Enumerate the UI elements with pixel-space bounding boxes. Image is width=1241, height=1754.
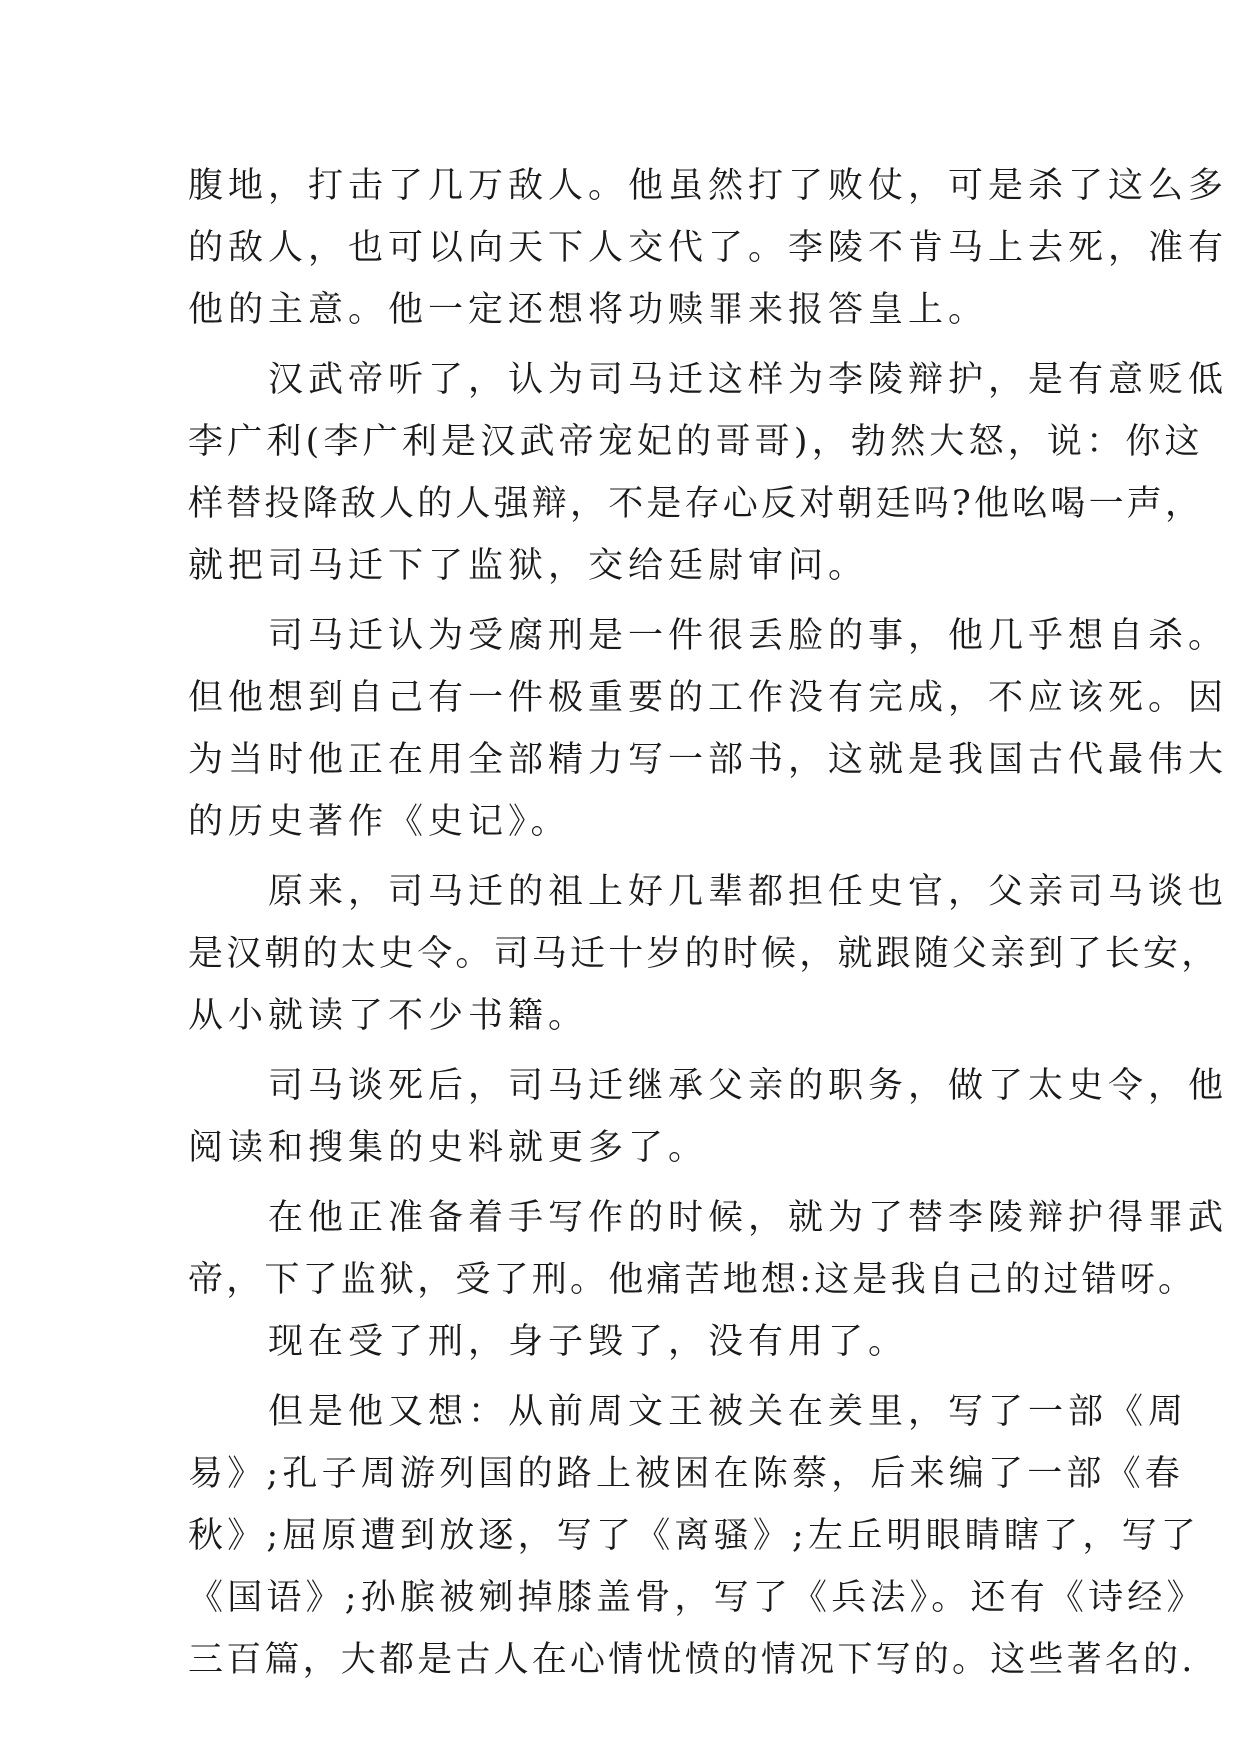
text-line: 《国语》;孙膑被剜掉膝盖骨，写了《兵法》。还有《诗经》 (188, 1578, 1206, 1618)
text-line: 为当时他正在用全部精力写一部书，这就是我国古代最伟大 (188, 740, 1229, 780)
text-line: 帝，下了监狱，受了刑。他痛苦地想:这是我自己的过错呀。 (188, 1260, 1197, 1300)
text-line: 的历史著作《史记》。 (188, 802, 571, 842)
text-line: 秋》;屈原遭到放逐，写了《离骚》;左丘明眼睛瞎了，写了 (188, 1516, 1200, 1556)
text-line: 易》;孔子周游列国的路上被困在陈蔡，后来编了一部《春 (188, 1454, 1184, 1494)
text-line: 在他正准备着手写作的时候，就为了替李陵辩护得罪武 (188, 1198, 1229, 1238)
text-line: 阅读和搜集的史料就更多了。 (188, 1128, 709, 1168)
text-line: 司马谈死后，司马迁继承父亲的职务，做了太史令，他 (188, 1066, 1229, 1106)
text-line: 汉武帝听了，认为司马迁这样为李陵辩护，是有意贬低 (188, 360, 1229, 400)
document-body (188, 155, 1229, 1691)
text-line: 从小就读了不少书籍。 (188, 996, 589, 1036)
text-line: 样替投降敌人的人强辩，不是存心反对朝廷吗?他吆喝一声， (188, 484, 1204, 524)
text-line: 的敌人，也可以向天下人交代了。李陵不肯马上去死，准有 (188, 228, 1229, 268)
text-line: 但他想到自己有一件极重要的工作没有完成，不应该死。因 (188, 678, 1229, 718)
text-line: 他的主意。他一定还想将功赎罪来报答皇上。 (188, 290, 989, 330)
text-line: 司马迁认为受腐刑是一件很丢脸的事，他几乎想自杀。 (188, 616, 1229, 656)
text-line: 就把司马迁下了监狱，交给廷尉审问。 (188, 546, 869, 586)
text-line: 李广利(李广利是汉武帝宠妃的哥哥)，勃然大怒，说：你这 (188, 422, 1204, 462)
text-line: 腹地，打击了几万敌人。他虽然打了败仗，可是杀了这么多 (188, 166, 1229, 206)
text-line: 但是他又想：从前周文王被关在羑里，写了一部《周 (188, 1392, 1189, 1432)
text-line: 原来，司马迁的祖上好几辈都担任史官，父亲司马谈也 (188, 872, 1229, 912)
text-line: 三百篇，大都是古人在心情忧愤的情况下写的。这些著名的. (188, 1640, 1196, 1680)
text-line: 是汉朝的太史令。司马迁十岁的时候，就跟随父亲到了长安， (188, 934, 1220, 974)
text-line: 现在受了刑，身子毁了，没有用了。 (188, 1322, 909, 1362)
